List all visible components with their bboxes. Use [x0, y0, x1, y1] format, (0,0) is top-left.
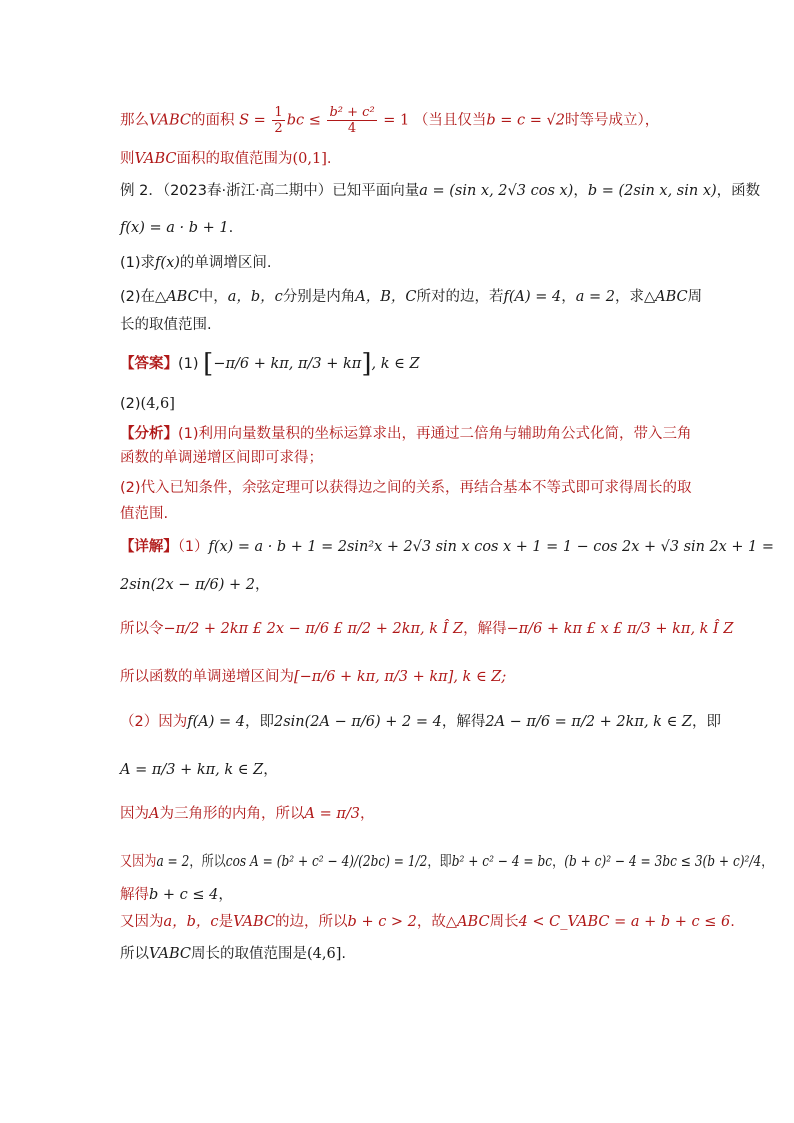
- text-segment: 所对的边，若: [416, 289, 504, 305]
- text-segment: (2)在: [120, 289, 156, 305]
- question-2-cont: [120, 314, 704, 336]
- math-2sinA: 2sin(2A − π/6) + 2 = 4: [273, 714, 442, 730]
- text-segment: 周长: [489, 914, 519, 930]
- math-interval: (4,6]: [306, 946, 342, 962]
- text-segment: 时等号成立），: [564, 112, 660, 129]
- text-segment: ，解得: [463, 621, 507, 637]
- text-line-area: [120, 105, 704, 136]
- fraction-b2c2: [327, 105, 376, 136]
- text-segment: 所以函数的单调递增区间为: [120, 669, 294, 685]
- frac-num: 1: [274, 105, 283, 120]
- math-triangle: △ABC: [445, 914, 490, 930]
- text-segment: 分别是内角: [282, 289, 356, 305]
- detail-label: 【详解】: [120, 539, 178, 555]
- text-segment: 是: [218, 914, 234, 930]
- detail-1b: [120, 574, 704, 596]
- text-segment: 又因为: [120, 914, 164, 930]
- math-kZ: , k ∈ Z: [371, 356, 420, 372]
- frac-num: b² + c²: [329, 105, 375, 120]
- text-segment: 的面积: [190, 112, 235, 129]
- text-line-range: [120, 148, 704, 170]
- text-segment: .: [326, 151, 332, 167]
- math-fA: f(A) = 4: [187, 714, 245, 730]
- detail-inner-angle: [120, 803, 704, 825]
- math-eq1: = 1: [378, 112, 410, 129]
- math-triangle: △ABC: [644, 289, 688, 305]
- text-segment: .: [228, 220, 234, 236]
- bracket: [: [203, 349, 214, 379]
- math-solution: −π/6 + kπ £ x £ π/3 + kπ, k Î Z: [506, 621, 734, 637]
- question-1: [120, 252, 704, 274]
- detail-perimeter: [120, 911, 735, 933]
- math-sides: a，b，c: [227, 289, 283, 305]
- math-bc-gt-2: b + c > 2: [347, 914, 417, 930]
- text-segment: 函数的单调递增区间即可求得；: [120, 450, 323, 466]
- math-vector-b: b = (2sin x, sin x): [587, 183, 717, 199]
- question-2: (2)在△ABC中，a，b，c分别是内角A，B，C所对的边，若f(A) = 4，a = 2，求△ABC周: [120, 289, 703, 305]
- text-segment: .: [341, 946, 346, 962]
- text-segment: （1）: [177, 539, 209, 555]
- text-segment: (1)利用向量数量积的坐标运算求出，再通过二倍角与辅助角公式化简，带入三角: [178, 426, 692, 442]
- math-inequality: −π/2 + 2kπ £ 2x − π/6 £ π/2 + 2kπ, k Î Z: [163, 621, 464, 637]
- math-fx-expansion: f(x) = a · b + 1 = 2sin²x + 2√3 sin x cos x + 1 = 1 − cos 2x + √3 sin 2x + 1 =: [208, 539, 774, 555]
- detail-bc-le: [120, 884, 704, 906]
- math-interval: [−π/6 + kπ, π/3 + kπ], k ∈ Z;: [294, 669, 507, 685]
- math-bc: bc ≤: [286, 112, 326, 129]
- math-triangle: VABC: [149, 946, 191, 962]
- text-segment: ，求: [615, 289, 644, 305]
- math-fx: f(x): [155, 255, 180, 271]
- math-answer-1: −π/6 + kπ, π/3 + kπ: [213, 356, 362, 372]
- math-perimeter: 4 < C_VABC = a + b + c ≤ 6: [518, 914, 731, 930]
- math-fA: f(A) = 4: [503, 289, 562, 305]
- math-bc2: (b + c)² − 4 = 3bc ≤ 3(b + c)²/4: [564, 854, 762, 870]
- text-segment: （2）因为: [120, 714, 188, 730]
- analysis-2: [120, 477, 704, 499]
- text-segment: 例 2．（2023春·浙江·高二期中）已知平面向量: [120, 183, 420, 199]
- text-segment: ，即: [244, 714, 274, 730]
- text-segment: ，即: [692, 714, 721, 730]
- text-segment: 那么: [120, 112, 149, 129]
- answer-1: [120, 349, 704, 379]
- text-segment: 面积的取值范围为: [176, 151, 293, 167]
- analysis-1-cont: [120, 447, 704, 469]
- text-segment: 为三角形的内角，所以: [159, 806, 305, 822]
- text-segment: 的边，所以: [275, 914, 348, 930]
- frac-den: 4: [347, 121, 357, 136]
- answer-2: [120, 393, 704, 415]
- text-segment: 所以令: [120, 621, 164, 637]
- analysis-label: 【分析】: [120, 426, 178, 442]
- bracket: ]: [361, 349, 372, 379]
- frac-den: 2: [274, 121, 283, 136]
- math-b-eq-c: b = c = √2: [486, 112, 565, 129]
- math-2sin: 2sin(2x − π/6) + 2: [120, 577, 255, 593]
- detail-conclusion: [120, 943, 704, 965]
- math-cosA: cos A = (b² + c² − 4)/(2bc) = 1/2: [225, 854, 428, 870]
- text-segment: 又因为: [120, 854, 157, 870]
- math-triangle: VABC: [149, 112, 191, 129]
- detail-1: [120, 536, 774, 558]
- text-segment: ，: [761, 854, 774, 870]
- math-bc-le-4: b + c ≤ 4: [149, 887, 219, 903]
- text-segment: 值范围.: [120, 506, 169, 522]
- text-segment: (2)代入已知条件，余弦定理可以获得边之间的关系，再结合基本不等式即可求得周长的取: [120, 480, 692, 496]
- fraction-half: [272, 105, 284, 136]
- text-segment: 的单调增区间.: [179, 255, 272, 271]
- analysis-2-cont: [120, 503, 704, 525]
- text-segment: 中，: [198, 289, 228, 305]
- text-segment: (1)求: [120, 255, 156, 271]
- text-segment: 周: [687, 289, 703, 305]
- detail-A: [120, 759, 704, 781]
- math-sides: a，b，c: [163, 914, 219, 930]
- math-fx-def: f(x) = a · b + 1: [120, 220, 229, 236]
- text-segment: (1): [178, 356, 199, 372]
- detail-interval: [120, 666, 704, 688]
- text-segment: (2): [120, 396, 141, 412]
- math-s: S =: [239, 112, 271, 129]
- math-vector-a: a = (sin x, 2√3 cos x): [419, 183, 574, 199]
- text-segment: .: [730, 914, 735, 930]
- text-segment: 周长的取值范围是: [190, 946, 307, 962]
- text-segment: （当且仅当: [413, 112, 487, 129]
- detail-2: [120, 711, 721, 733]
- math-angles: A，B，C: [355, 289, 417, 305]
- text-segment: 所以: [120, 946, 149, 962]
- text-segment: ，函数: [716, 183, 761, 199]
- math-A-value: A = π/3: [304, 806, 360, 822]
- math-triangle: △ABC: [155, 289, 199, 305]
- math-a2: a = 2: [575, 289, 615, 305]
- example-2-heading: 例 2．（2023春·浙江·高二期中）已知平面向量a = (sin x, 2√3 cos x)，b = (2sin x, sin x)，函数: [120, 183, 761, 199]
- text-segment: 因为: [120, 806, 149, 822]
- analysis-1: [120, 423, 704, 445]
- text-segment: 则: [120, 151, 135, 167]
- answer-label: 【答案】: [120, 356, 178, 372]
- text-segment: ，故: [416, 914, 446, 930]
- text-segment: ，: [254, 577, 270, 593]
- math-interval: (4,6]: [140, 396, 175, 412]
- math-interval: (0,1]: [292, 151, 327, 167]
- text-segment: ，即: [427, 854, 452, 870]
- math-a2: a = 2: [156, 854, 190, 870]
- math-bc1: b² + c² − 4 = bc: [451, 854, 553, 870]
- text-segment: ，: [359, 806, 375, 822]
- math-triangle: VABC: [233, 914, 276, 930]
- math-triangle: VABC: [134, 151, 177, 167]
- text-segment: ，解得: [441, 714, 486, 730]
- text-segment: ，: [263, 762, 278, 778]
- text-segment: 长的取值范围.: [120, 317, 212, 333]
- text-segment: ，: [218, 887, 233, 903]
- text-line-fx-def: [120, 217, 704, 239]
- text-segment: ，所以: [189, 854, 226, 870]
- math-2A: 2A − π/6 = π/2 + 2kπ, k ∈ Z: [485, 714, 692, 730]
- math-A: A = π/3 + kπ, k ∈ Z: [120, 762, 264, 778]
- math-A-var: A: [149, 806, 160, 822]
- detail-cosine: 又因为a = 2，所以cos A = (b² + c² − 4)/(2bc) = 1/2，即b² + c² − 4 = bc，(b + c)² − 4 = 3bc ≤ 3(b + c)²/4，: [120, 854, 774, 870]
- detail-ineq: [120, 618, 734, 640]
- text-segment: 解得: [120, 887, 149, 903]
